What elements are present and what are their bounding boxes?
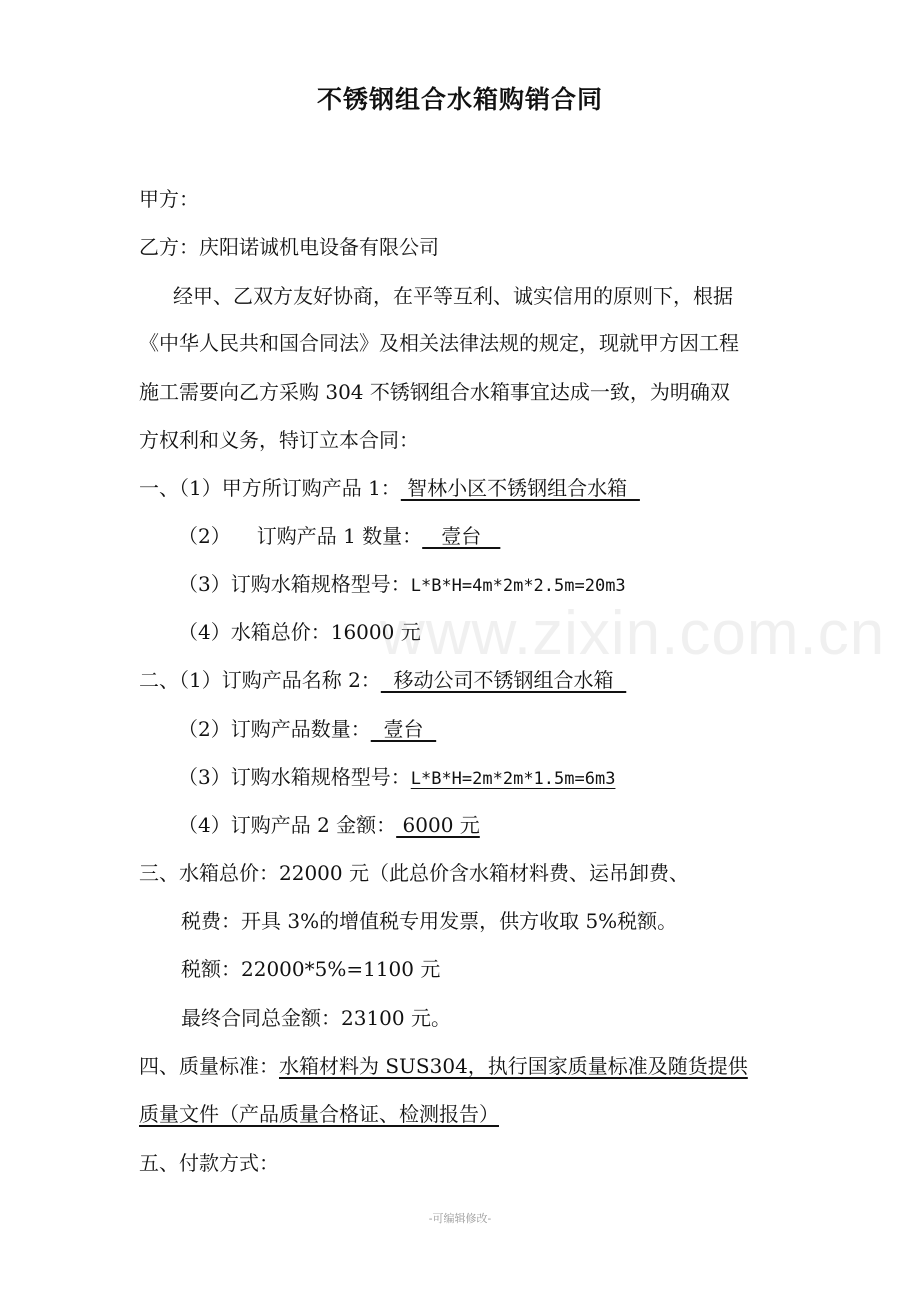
s1-spec-line — [178, 569, 626, 601]
s1-quantity-index: （2） — [178, 524, 231, 548]
s2-product-value: 移动公司不锈钢组合水箱 — [380, 668, 627, 692]
s2-quantity-label: （2）订购产品数量： — [178, 717, 371, 741]
s2-amount-value: 6000 元 — [396, 813, 480, 837]
intro-line-4: 方权利和义务，特订立本合同： — [139, 428, 419, 452]
party-a: 甲方： — [139, 187, 199, 211]
s5-payment-heading: 五、付款方式： — [139, 1151, 279, 1175]
s2-quantity-line — [178, 714, 436, 744]
document-title: 不锈钢组合水箱购销合同 — [316, 85, 603, 114]
s4-quality-value-1: 水箱材料为 SUS304，执行国家质量标准及随货提供 — [279, 1054, 748, 1078]
party-b: 乙方：庆阳诺诚机电设备有限公司 — [139, 235, 439, 259]
s2-spec-line — [178, 762, 615, 794]
s2-product-line — [139, 665, 626, 695]
intro-line-2: 《中华人民共和国合同法》及相关法律法规的规定，现就甲方因工程 — [139, 331, 739, 355]
s1-quantity-value: 壹台 — [422, 524, 501, 548]
s3-tax-amount: 税额：22000*5%=1100 元 — [181, 957, 441, 981]
s2-amount-line — [178, 810, 480, 840]
s4-quality-line-1 — [139, 1051, 748, 1081]
s2-product-label: 二、（1）订购产品名称 2： — [139, 668, 381, 692]
intro-line-1: 经甲、乙双方友好协商，在平等互利、诚实信用的原则下，根据 — [173, 284, 733, 308]
s1-total-price: （4）水箱总价：16000 元 — [178, 620, 421, 644]
s2-quantity-value: 壹台 — [370, 717, 437, 741]
s1-product-value: 智林小区不锈钢组合水箱 — [400, 476, 640, 500]
s1-quantity-line — [178, 521, 500, 551]
s4-quality-line-2 — [139, 1099, 499, 1129]
watermark: www.zixin.com.cn — [380, 599, 886, 668]
intro-line-3: 施工需要向乙方采购 304 不锈钢组合水箱事宜达成一致，为明确双 — [139, 380, 730, 404]
s1-quantity-label: 订购产品 1 数量： — [256, 524, 423, 548]
s3-total-line: 三、水箱总价：22000 元（此总价含水箱材料费、运吊卸费、 — [139, 861, 689, 885]
s2-spec-label: （3）订购水箱规格型号： — [178, 765, 411, 789]
s2-spec-value: L*B*H=2m*2m*1.5m=6m3 — [410, 769, 616, 789]
s1-product-label: 一、（1）甲方所订购产品 1： — [139, 476, 401, 500]
s4-quality-value-2: 质量文件（产品质量合格证、检测报告） — [139, 1102, 499, 1126]
s1-spec-label: （3）订购水箱规格型号： — [178, 572, 411, 596]
s1-product-line — [139, 473, 640, 503]
s3-final-amount: 最终合同总金额：23100 元。 — [181, 1006, 451, 1030]
page-footer: -可编辑修改- — [428, 1212, 492, 1225]
s4-quality-label: 四、质量标准： — [139, 1054, 279, 1078]
s3-tax-line: 税费：开具 3%的增值税专用发票，供方收取 5%税额。 — [181, 909, 678, 933]
s2-amount-label: （4）订购产品 2 金额： — [178, 813, 397, 837]
s1-spec-value: L*B*H=4m*2m*2.5m=20m3 — [410, 576, 626, 596]
